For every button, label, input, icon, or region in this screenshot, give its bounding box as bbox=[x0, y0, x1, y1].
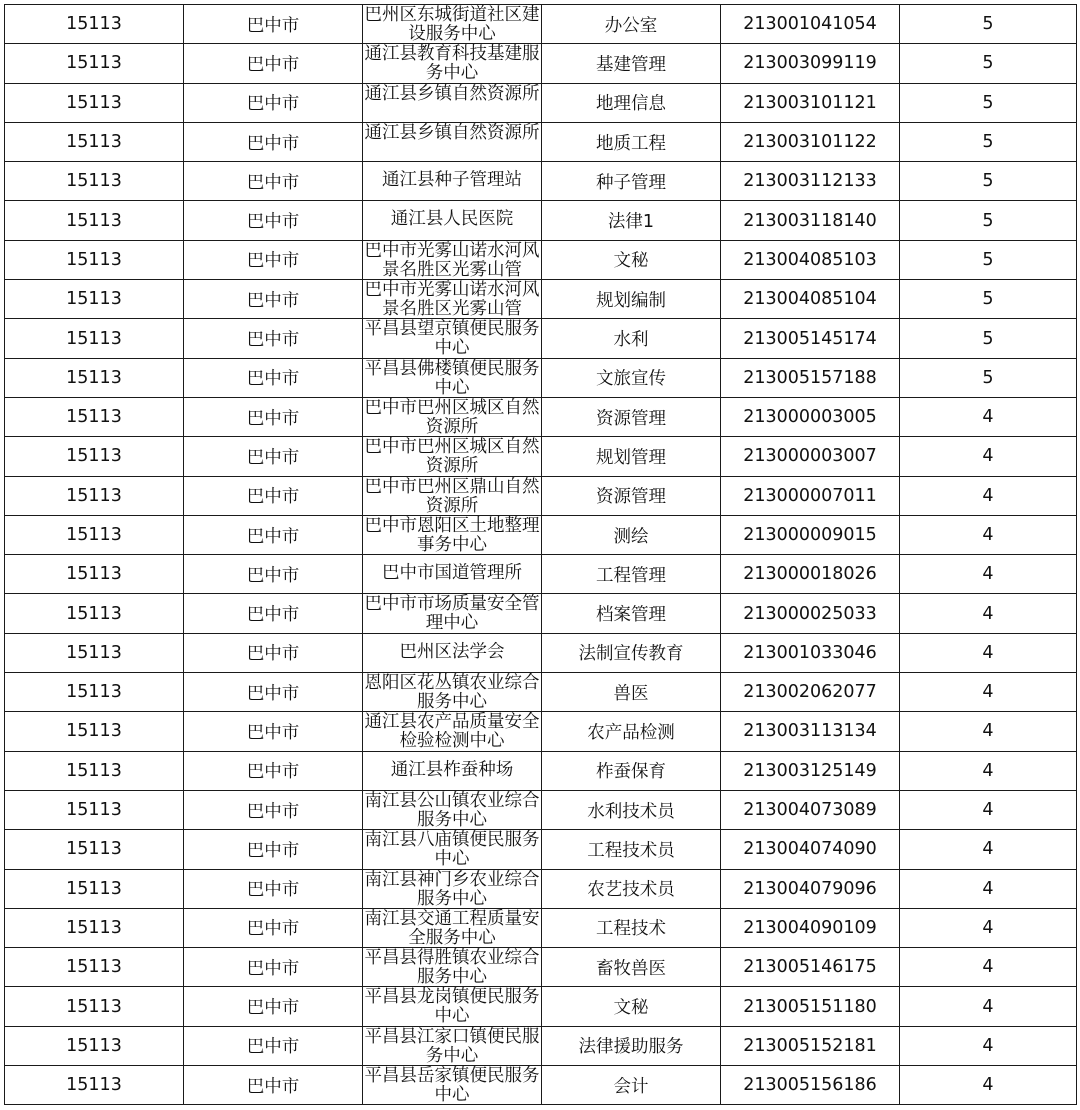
cell-city: 巴中市 bbox=[184, 476, 363, 515]
cell-code: 15113 bbox=[5, 240, 184, 279]
unit-name-text: 巴中市光雾山诺水河风景名胜区光雾山管 bbox=[364, 240, 540, 279]
cell-position-code: 213003099119 bbox=[721, 44, 900, 83]
cell-code: 15113 bbox=[5, 751, 184, 790]
cell-unit bbox=[363, 987, 542, 1026]
cell-count: 4 bbox=[900, 1026, 1077, 1065]
table-row bbox=[5, 555, 1077, 594]
cell-code: 15113 bbox=[5, 948, 184, 987]
cell-city: 巴中市 bbox=[184, 122, 363, 161]
table-row bbox=[5, 948, 1077, 987]
cell-position-code: 213003101122 bbox=[721, 122, 900, 161]
cell-position-code: 213003118140 bbox=[721, 201, 900, 240]
cell-unit bbox=[363, 44, 542, 83]
cell-position: 地理信息 bbox=[542, 83, 721, 122]
table-row bbox=[5, 515, 1077, 554]
cell-count: 4 bbox=[900, 594, 1077, 633]
cell-unit bbox=[363, 476, 542, 515]
cell-position-code: 213001041054 bbox=[721, 5, 900, 44]
cell-city: 巴中市 bbox=[184, 1026, 363, 1065]
table-row bbox=[5, 751, 1077, 790]
cell-unit bbox=[363, 594, 542, 633]
cell-count: 4 bbox=[900, 476, 1077, 515]
table-row bbox=[5, 1066, 1077, 1105]
cell-unit bbox=[363, 712, 542, 751]
cell-unit bbox=[363, 515, 542, 554]
cell-position: 水利 bbox=[542, 319, 721, 358]
cell-position-code: 213005146175 bbox=[721, 948, 900, 987]
cell-city: 巴中市 bbox=[184, 948, 363, 987]
cell-position-code: 213004073089 bbox=[721, 790, 900, 829]
cell-code: 15113 bbox=[5, 515, 184, 554]
table-row bbox=[5, 5, 1077, 44]
cell-unit bbox=[363, 830, 542, 869]
cell-position-code: 213002062077 bbox=[721, 673, 900, 712]
unit-name-text: 平昌县江家口镇便民服务中心 bbox=[364, 1026, 540, 1065]
cell-code: 15113 bbox=[5, 280, 184, 319]
cell-count: 5 bbox=[900, 319, 1077, 358]
cell-position: 农产品检测 bbox=[542, 712, 721, 751]
cell-city: 巴中市 bbox=[184, 908, 363, 947]
cell-code: 15113 bbox=[5, 44, 184, 83]
cell-code: 15113 bbox=[5, 673, 184, 712]
cell-unit bbox=[363, 280, 542, 319]
cell-position-code: 213000007011 bbox=[721, 476, 900, 515]
cell-count: 5 bbox=[900, 162, 1077, 201]
table-row bbox=[5, 712, 1077, 751]
cell-position: 兽医 bbox=[542, 673, 721, 712]
cell-position-code: 213005152181 bbox=[721, 1026, 900, 1065]
table-row bbox=[5, 830, 1077, 869]
table-row bbox=[5, 1026, 1077, 1065]
cell-city: 巴中市 bbox=[184, 673, 363, 712]
table-row bbox=[5, 633, 1077, 672]
cell-unit bbox=[363, 319, 542, 358]
cell-position: 地质工程 bbox=[542, 122, 721, 161]
cell-unit bbox=[363, 790, 542, 829]
cell-count: 5 bbox=[900, 122, 1077, 161]
unit-name-text: 南江县八庙镇便民服务中心 bbox=[364, 830, 540, 869]
cell-position: 文秘 bbox=[542, 240, 721, 279]
cell-count: 4 bbox=[900, 948, 1077, 987]
cell-city: 巴中市 bbox=[184, 712, 363, 751]
cell-position: 农艺技术员 bbox=[542, 869, 721, 908]
cell-position: 测绘 bbox=[542, 515, 721, 554]
cell-position-code: 213005151180 bbox=[721, 987, 900, 1026]
cell-position: 法律援助服务 bbox=[542, 1026, 721, 1065]
unit-name-text: 南江县公山镇农业综合服务中心 bbox=[364, 790, 540, 829]
unit-name-text: 巴州区东城街道社区建设服务中心 bbox=[364, 5, 540, 43]
cell-unit bbox=[363, 1066, 542, 1105]
unit-name-text: 平昌县龙岗镇便民服务中心 bbox=[364, 987, 540, 1026]
cell-code: 15113 bbox=[5, 908, 184, 947]
cell-code: 15113 bbox=[5, 830, 184, 869]
cell-city: 巴中市 bbox=[184, 830, 363, 869]
cell-count: 5 bbox=[900, 44, 1077, 83]
cell-city: 巴中市 bbox=[184, 515, 363, 554]
cell-position: 工程技术 bbox=[542, 908, 721, 947]
cell-unit bbox=[363, 555, 542, 594]
cell-code: 15113 bbox=[5, 358, 184, 397]
table-row bbox=[5, 476, 1077, 515]
cell-count: 4 bbox=[900, 515, 1077, 554]
cell-city: 巴中市 bbox=[184, 437, 363, 476]
cell-code: 15113 bbox=[5, 162, 184, 201]
cell-position-code: 213005157188 bbox=[721, 358, 900, 397]
cell-code: 15113 bbox=[5, 1066, 184, 1105]
cell-position: 工程技术员 bbox=[542, 830, 721, 869]
unit-name-text: 通江县农产品质量安全检验检测中心 bbox=[364, 712, 540, 751]
cell-unit bbox=[363, 397, 542, 436]
cell-count: 4 bbox=[900, 987, 1077, 1026]
cell-code: 15113 bbox=[5, 1026, 184, 1065]
cell-unit bbox=[363, 162, 542, 201]
cell-position: 水利技术员 bbox=[542, 790, 721, 829]
table-row bbox=[5, 319, 1077, 358]
cell-unit bbox=[363, 122, 542, 161]
table-row bbox=[5, 437, 1077, 476]
cell-count: 5 bbox=[900, 358, 1077, 397]
cell-city: 巴中市 bbox=[184, 44, 363, 83]
table-row bbox=[5, 397, 1077, 436]
cell-city: 巴中市 bbox=[184, 5, 363, 44]
cell-position: 会计 bbox=[542, 1066, 721, 1105]
cell-count: 4 bbox=[900, 673, 1077, 712]
unit-name-text: 通江县乡镇自然资源所 bbox=[364, 122, 540, 143]
cell-code: 15113 bbox=[5, 633, 184, 672]
table-row bbox=[5, 122, 1077, 161]
cell-code: 15113 bbox=[5, 397, 184, 436]
cell-count: 4 bbox=[900, 908, 1077, 947]
unit-name-text: 巴中市市场质量安全管理中心 bbox=[364, 594, 540, 633]
cell-position: 办公室 bbox=[542, 5, 721, 44]
cell-position-code: 213000025033 bbox=[721, 594, 900, 633]
cell-city: 巴中市 bbox=[184, 162, 363, 201]
cell-position-code: 213003112133 bbox=[721, 162, 900, 201]
cell-count: 4 bbox=[900, 1066, 1077, 1105]
cell-city: 巴中市 bbox=[184, 555, 363, 594]
cell-position-code: 213004085103 bbox=[721, 240, 900, 279]
table-row bbox=[5, 83, 1077, 122]
cell-code: 15113 bbox=[5, 122, 184, 161]
cell-position-code: 213001033046 bbox=[721, 633, 900, 672]
cell-position-code: 213005145174 bbox=[721, 319, 900, 358]
unit-name-text: 巴中市巴州区城区自然资源所 bbox=[364, 397, 540, 436]
cell-city: 巴中市 bbox=[184, 358, 363, 397]
cell-unit bbox=[363, 240, 542, 279]
unit-name-text: 平昌县望京镇便民服务中心 bbox=[364, 319, 540, 358]
cell-code: 15113 bbox=[5, 201, 184, 240]
unit-name-text: 巴中市巴州区城区自然资源所 bbox=[364, 437, 540, 476]
unit-name-text: 巴州区法学会 bbox=[399, 641, 505, 662]
cell-city: 巴中市 bbox=[184, 83, 363, 122]
cell-city: 巴中市 bbox=[184, 790, 363, 829]
cell-city: 巴中市 bbox=[184, 397, 363, 436]
unit-name-text: 恩阳区花丛镇农业综合服务中心 bbox=[364, 673, 540, 712]
table-row bbox=[5, 280, 1077, 319]
cell-code: 15113 bbox=[5, 869, 184, 908]
cell-position-code: 213005156186 bbox=[721, 1066, 900, 1105]
cell-city: 巴中市 bbox=[184, 201, 363, 240]
cell-unit bbox=[363, 5, 542, 44]
table-body bbox=[5, 5, 1077, 1105]
unit-name-text: 通江县柞蚕种场 bbox=[390, 759, 514, 780]
cell-position: 柞蚕保育 bbox=[542, 751, 721, 790]
cell-position-code: 213003125149 bbox=[721, 751, 900, 790]
cell-unit bbox=[363, 201, 542, 240]
cell-position-code: 213003113134 bbox=[721, 712, 900, 751]
cell-count: 4 bbox=[900, 712, 1077, 751]
cell-city: 巴中市 bbox=[184, 240, 363, 279]
cell-code: 15113 bbox=[5, 476, 184, 515]
cell-count: 4 bbox=[900, 555, 1077, 594]
unit-name-text: 平昌县得胜镇农业综合服务中心 bbox=[364, 948, 540, 987]
cell-city: 巴中市 bbox=[184, 633, 363, 672]
cell-code: 15113 bbox=[5, 987, 184, 1026]
cell-position-code: 213004090109 bbox=[721, 908, 900, 947]
cell-position: 法律1 bbox=[542, 201, 721, 240]
cell-city: 巴中市 bbox=[184, 1066, 363, 1105]
cell-position-code: 213000003005 bbox=[721, 397, 900, 436]
table-row bbox=[5, 790, 1077, 829]
cell-count: 4 bbox=[900, 830, 1077, 869]
cell-position: 资源管理 bbox=[542, 476, 721, 515]
cell-unit bbox=[363, 948, 542, 987]
unit-name-text: 巴中市恩阳区土地整理事务中心 bbox=[364, 515, 540, 554]
unit-name-text: 通江县教育科技基建服务中心 bbox=[364, 44, 540, 83]
cell-code: 15113 bbox=[5, 5, 184, 44]
table-row bbox=[5, 987, 1077, 1026]
cell-position: 工程管理 bbox=[542, 555, 721, 594]
unit-name-text: 巴中市巴州区鼎山自然资源所 bbox=[364, 476, 540, 515]
cell-position-code: 213004074090 bbox=[721, 830, 900, 869]
cell-unit bbox=[363, 908, 542, 947]
cell-position: 规划管理 bbox=[542, 437, 721, 476]
cell-code: 15113 bbox=[5, 594, 184, 633]
cell-count: 5 bbox=[900, 5, 1077, 44]
table-row bbox=[5, 908, 1077, 947]
table-row bbox=[5, 594, 1077, 633]
cell-unit bbox=[363, 633, 542, 672]
unit-name-text: 通江县乡镇自然资源所 bbox=[364, 83, 540, 104]
cell-unit bbox=[363, 751, 542, 790]
cell-position-code: 213000003007 bbox=[721, 437, 900, 476]
cell-city: 巴中市 bbox=[184, 987, 363, 1026]
cell-count: 4 bbox=[900, 790, 1077, 829]
cell-unit bbox=[363, 869, 542, 908]
cell-position: 基建管理 bbox=[542, 44, 721, 83]
cell-position: 文秘 bbox=[542, 987, 721, 1026]
cell-city: 巴中市 bbox=[184, 280, 363, 319]
cell-unit bbox=[363, 437, 542, 476]
cell-position-code: 213004079096 bbox=[721, 869, 900, 908]
cell-city: 巴中市 bbox=[184, 869, 363, 908]
table-row bbox=[5, 240, 1077, 279]
cell-code: 15113 bbox=[5, 319, 184, 358]
table-row bbox=[5, 44, 1077, 83]
unit-name-text: 南江县神门乡农业综合服务中心 bbox=[364, 869, 540, 908]
cell-code: 15113 bbox=[5, 555, 184, 594]
table-row bbox=[5, 358, 1077, 397]
unit-name-text: 通江县人民医院 bbox=[390, 209, 514, 230]
cell-code: 15113 bbox=[5, 712, 184, 751]
cell-position: 种子管理 bbox=[542, 162, 721, 201]
cell-code: 15113 bbox=[5, 437, 184, 476]
cell-position: 资源管理 bbox=[542, 397, 721, 436]
unit-name-text: 巴中市光雾山诺水河风景名胜区光雾山管 bbox=[364, 280, 540, 319]
unit-name-text: 巴中市国道管理所 bbox=[382, 563, 522, 584]
table-row bbox=[5, 869, 1077, 908]
cell-position-code: 213003101121 bbox=[721, 83, 900, 122]
table-row bbox=[5, 673, 1077, 712]
cell-position: 档案管理 bbox=[542, 594, 721, 633]
cell-code: 15113 bbox=[5, 83, 184, 122]
cell-unit bbox=[363, 83, 542, 122]
cell-count: 5 bbox=[900, 280, 1077, 319]
cell-position-code: 213000009015 bbox=[721, 515, 900, 554]
cell-code: 15113 bbox=[5, 790, 184, 829]
positions-table bbox=[4, 4, 1077, 1105]
cell-unit bbox=[363, 1026, 542, 1065]
unit-name-text: 平昌县岳家镇便民服务中心 bbox=[364, 1066, 540, 1105]
cell-city: 巴中市 bbox=[184, 319, 363, 358]
unit-name-text: 通江县种子管理站 bbox=[382, 170, 522, 191]
cell-count: 5 bbox=[900, 83, 1077, 122]
cell-city: 巴中市 bbox=[184, 594, 363, 633]
cell-count: 4 bbox=[900, 437, 1077, 476]
table-row bbox=[5, 201, 1077, 240]
cell-count: 4 bbox=[900, 633, 1077, 672]
unit-name-text: 平昌县佛楼镇便民服务中心 bbox=[364, 358, 540, 397]
cell-position: 畜牧兽医 bbox=[542, 948, 721, 987]
cell-unit bbox=[363, 673, 542, 712]
cell-position: 法制宣传教育 bbox=[542, 633, 721, 672]
table-row bbox=[5, 162, 1077, 201]
unit-name-text: 南江县交通工程质量安全服务中心 bbox=[364, 908, 540, 947]
cell-position: 文旅宣传 bbox=[542, 358, 721, 397]
cell-count: 4 bbox=[900, 397, 1077, 436]
cell-count: 4 bbox=[900, 869, 1077, 908]
cell-city: 巴中市 bbox=[184, 751, 363, 790]
cell-unit bbox=[363, 358, 542, 397]
cell-position: 规划编制 bbox=[542, 280, 721, 319]
cell-count: 4 bbox=[900, 751, 1077, 790]
cell-count: 5 bbox=[900, 201, 1077, 240]
cell-position-code: 213000018026 bbox=[721, 555, 900, 594]
cell-position-code: 213004085104 bbox=[721, 280, 900, 319]
cell-count: 5 bbox=[900, 240, 1077, 279]
